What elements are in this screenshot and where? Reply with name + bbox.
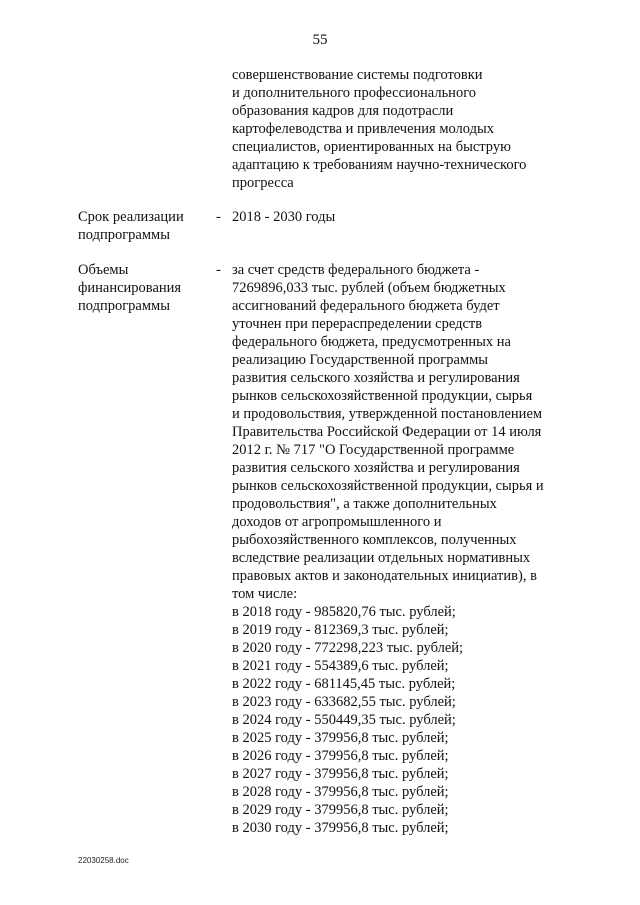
funding-year-line: в 2030 году - 379956,8 тыс. рублей; bbox=[232, 820, 449, 836]
funding-year-line: в 2021 году - 554389,6 тыс. рублей; bbox=[232, 658, 449, 674]
funding-year-line: в 2020 году - 772298,223 тыс. рублей; bbox=[232, 640, 464, 656]
funding-label-line: Объемы bbox=[78, 262, 129, 278]
funding-text-line: правовых актов и законодательных инициатив), в bbox=[232, 568, 537, 584]
funding-year-line: в 2019 году - 812369,3 тыс. рублей; bbox=[232, 622, 449, 638]
term-value: 2018 - 2030 годы bbox=[232, 209, 336, 225]
funding-text-line: рыбохозяйственного комплексов, полученных bbox=[232, 532, 517, 548]
funding-text-line: за счет средств федерального бюджета - bbox=[232, 262, 480, 278]
intro-line: прогресса bbox=[232, 175, 294, 191]
funding-year-line: в 2027 году - 379956,8 тыс. рублей; bbox=[232, 766, 449, 782]
funding-label bbox=[78, 261, 208, 315]
funding-text-line: реализацию Государственной программы bbox=[232, 352, 489, 368]
funding-text-line: развития сельского хозяйства и регулирования bbox=[232, 460, 520, 476]
term-label bbox=[78, 208, 208, 244]
intro-line: совершенствование системы подготовки bbox=[232, 67, 483, 83]
funding-text-line: рынков сельскохозяйственной продукции, сырья и bbox=[232, 478, 544, 494]
funding-year-line: в 2023 году - 633682,55 тыс. рублей; bbox=[232, 694, 456, 710]
funding-value bbox=[232, 261, 572, 837]
funding-year-line: в 2026 году - 379956,8 тыс. рублей; bbox=[232, 748, 449, 764]
funding-year-line: в 2028 году - 379956,8 тыс. рублей; bbox=[232, 784, 449, 800]
funding-text-line: рынков сельскохозяйственной продукции, сырья bbox=[232, 388, 533, 404]
intro-line: картофелеводства и привлечения молодых bbox=[232, 121, 494, 137]
funding-year-line: в 2029 году - 379956,8 тыс. рублей; bbox=[232, 802, 449, 818]
funding-year-line: в 2018 году - 985820,76 тыс. рублей; bbox=[232, 604, 456, 620]
funding-text-line: 7269896,033 тыс. рублей (объем бюджетных bbox=[232, 280, 506, 296]
funding-text-line: том числе: bbox=[232, 586, 298, 602]
funding-text-line: уточнен при перераспределении средств bbox=[232, 316, 483, 332]
funding-label-line: финансирования bbox=[78, 280, 182, 296]
funding-dash: - bbox=[216, 262, 221, 278]
funding-text-line: ассигнований федерального бюджета будет bbox=[232, 298, 500, 314]
funding-text-line: Правительства Российской Федерации от 14 июля bbox=[232, 424, 542, 440]
intro-line: образования кадров для подотрасли bbox=[232, 103, 454, 119]
document-code: 22030258.doc bbox=[78, 856, 129, 865]
term-label-line: Срок реализации bbox=[78, 209, 184, 225]
intro-paragraph bbox=[232, 66, 572, 192]
term-dash: - bbox=[216, 209, 221, 225]
intro-line: специалистов, ориентированных на быструю bbox=[232, 139, 511, 155]
intro-line: адаптацию к требованиям научно-технического bbox=[232, 157, 527, 173]
funding-text-line: федерального бюджета, предусмотренных на bbox=[232, 334, 511, 350]
funding-text-line: продовольствия", а также дополнительных bbox=[232, 496, 497, 512]
page-number: 55 bbox=[312, 32, 328, 48]
funding-year-line: в 2024 году - 550449,35 тыс. рублей; bbox=[232, 712, 456, 728]
intro-line: и дополнительного профессионального bbox=[232, 85, 477, 101]
funding-text-line: вследствие реализации отдельных нормативных bbox=[232, 550, 531, 566]
funding-text-line: и продовольствия, утвержденной постановлением bbox=[232, 406, 543, 422]
funding-year-line: в 2025 году - 379956,8 тыс. рублей; bbox=[232, 730, 449, 746]
term-label-line: подпрограммы bbox=[78, 227, 170, 243]
funding-label-line: подпрограммы bbox=[78, 298, 170, 314]
funding-text-line: развития сельского хозяйства и регулирования bbox=[232, 370, 520, 386]
funding-text-line: доходов от агропромышленного и bbox=[232, 514, 442, 530]
funding-text-line: 2012 г. № 717 "О Государственной программе bbox=[232, 442, 515, 458]
funding-year-line: в 2022 году - 681145,45 тыс. рублей; bbox=[232, 676, 456, 692]
